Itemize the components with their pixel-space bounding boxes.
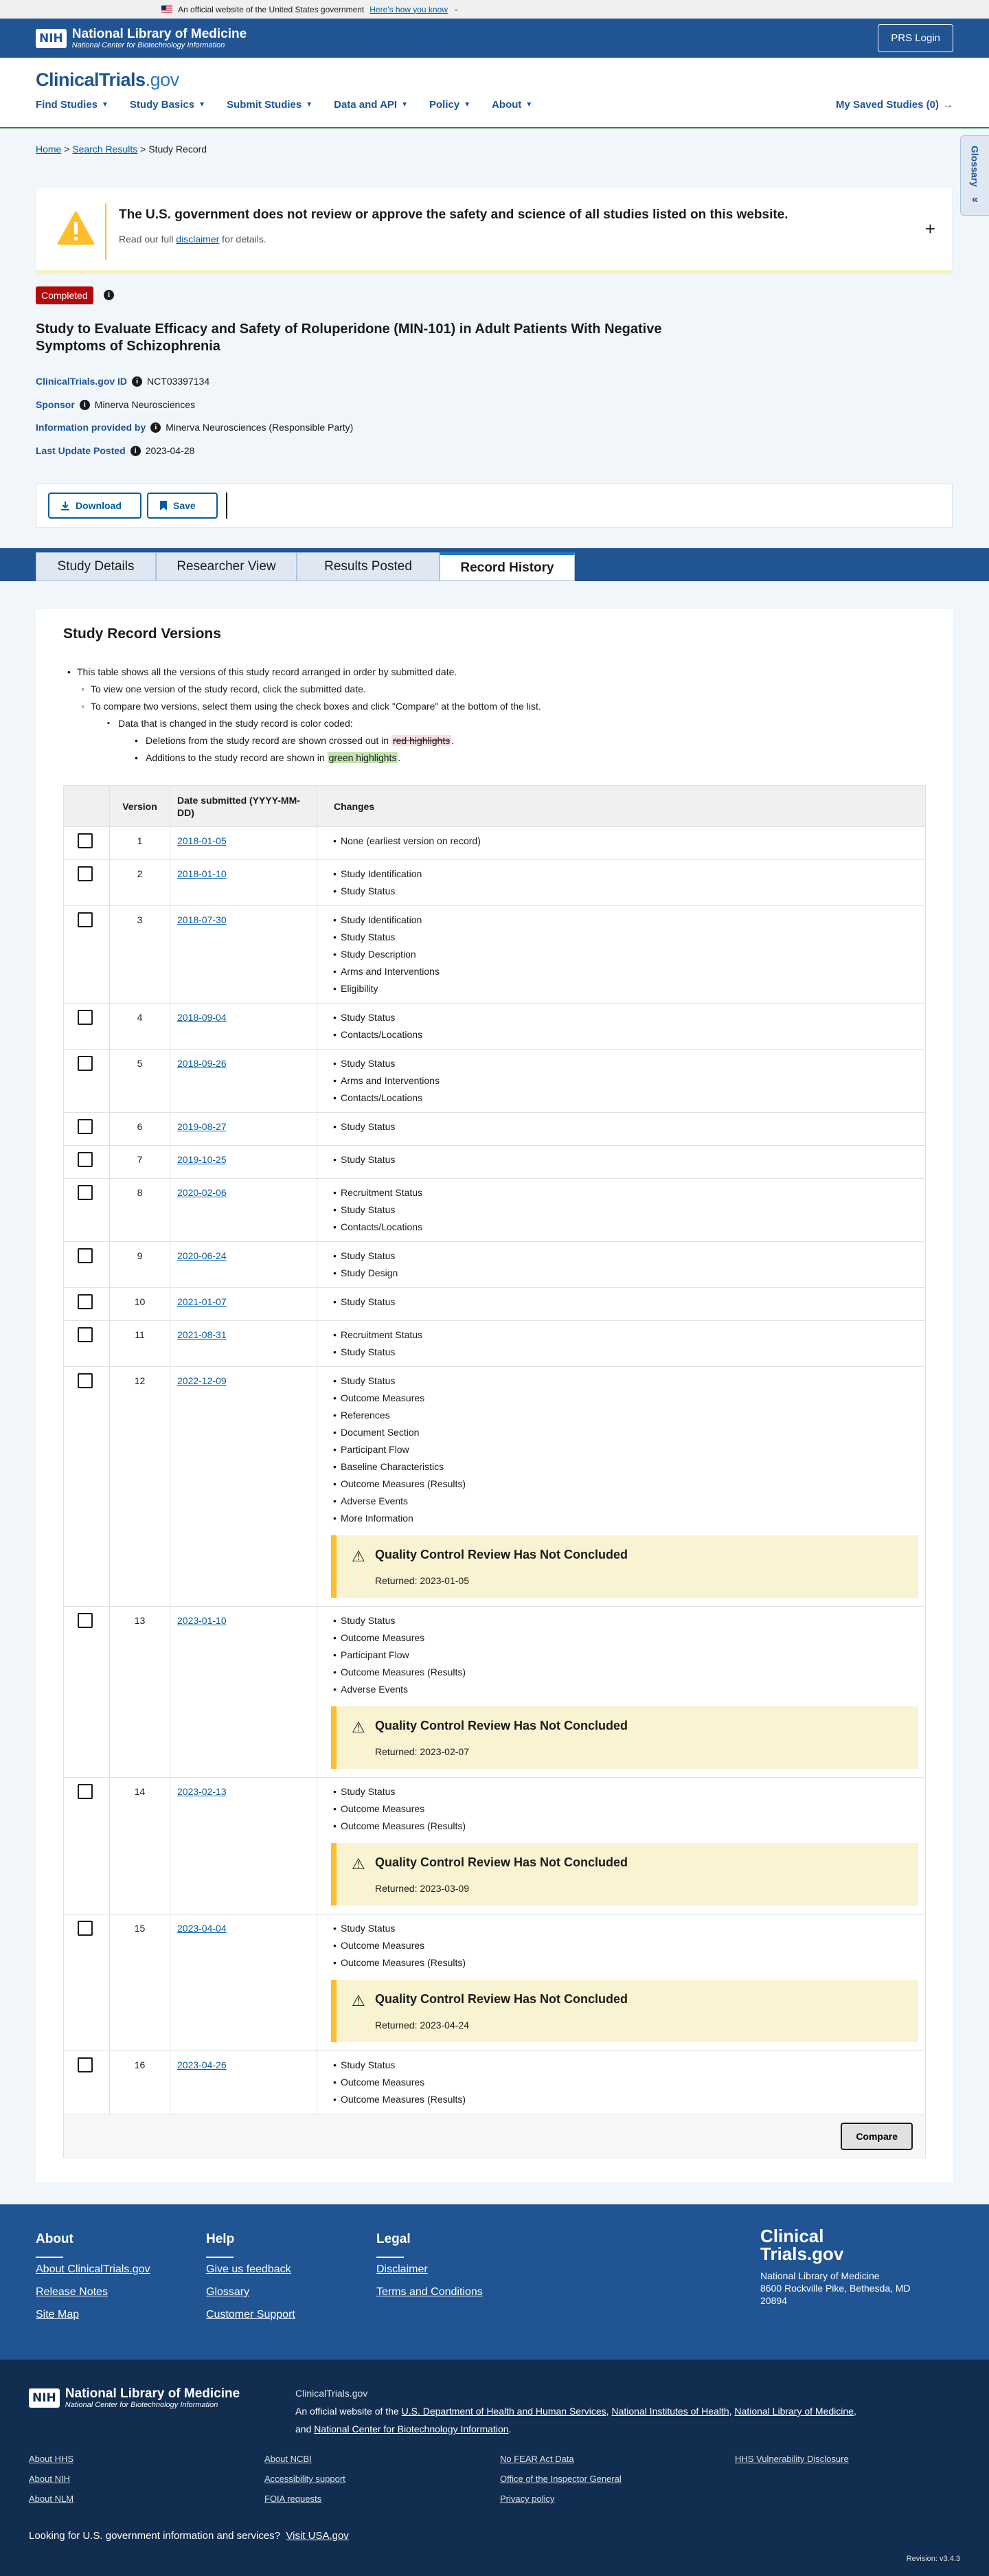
version-checkbox[interactable] <box>78 1010 93 1025</box>
version-number: 5 <box>110 1050 170 1113</box>
qc-returned: Returned: 2023-02-07 <box>375 1746 469 1757</box>
table-row <box>64 827 926 860</box>
footer-heading: Legal <box>376 2232 411 2246</box>
change-item: • Study Design <box>341 1265 918 1282</box>
version-changes <box>317 906 926 1004</box>
last-update-value: 2023-04-28 <box>145 445 195 456</box>
list-item: • This table shows all the versions of this study record arranged in order by submitted date. <box>63 664 541 681</box>
nlm-header <box>0 19 989 58</box>
version-changes <box>317 1050 926 1113</box>
study-id-label: ClinicalTrials.gov ID <box>36 376 128 387</box>
qc-returned: Returned: 2023-04-24 <box>375 2020 469 2031</box>
version-date-link[interactable]: 2018-09-26 <box>177 1058 227 1069</box>
version-changes <box>317 1321 926 1367</box>
provided-by-value: Minerva Neurosciences (Responsible Party) <box>166 422 354 433</box>
ncbi-link[interactable]: National Center for Biotechnology Information <box>314 2424 509 2434</box>
table-row <box>64 906 926 1004</box>
change-item: • Outcome Measures <box>341 1800 918 1818</box>
save-button[interactable]: Save <box>147 493 218 519</box>
bookmark-icon <box>159 501 168 510</box>
change-item: • Outcome Measures <box>341 1390 918 1407</box>
qc-review-alert <box>331 1535 918 1598</box>
change-item: • Baseline Characteristics <box>341 1458 918 1476</box>
version-checkbox[interactable] <box>78 1327 93 1342</box>
versions-table <box>63 785 926 2158</box>
official-website-text: ClinicalTrials.gov An official website of the U.S. Department of Health and Human Services, National Institutes of Health, National Library of Medicine, and National Center for Biotechnology Information. <box>295 2388 856 2434</box>
version-date-link[interactable]: 2023-04-04 <box>177 1923 227 1934</box>
chevron-down-icon: ▼ <box>306 101 313 109</box>
footer-links-col4 <box>735 2454 849 2474</box>
change-item: • Study Status <box>341 1151 918 1168</box>
table-row <box>64 1914 926 2051</box>
change-item: • Arms and Interventions <box>341 963 918 980</box>
version-changes <box>317 1242 926 1288</box>
footer-link[interactable]: Site Map <box>36 2309 80 2320</box>
version-date-link[interactable]: 2018-07-30 <box>177 914 227 925</box>
table-row <box>64 1321 926 1367</box>
qc-review-alert <box>331 1980 918 2042</box>
version-changes <box>317 1004 926 1050</box>
glossary-label: Glossary <box>969 146 981 187</box>
version-date-link[interactable]: 2018-01-05 <box>177 835 227 846</box>
version-date-link[interactable]: 2018-01-10 <box>177 868 227 879</box>
download-button[interactable]: Download <box>48 493 141 519</box>
change-item: • Outcome Measures (Results) <box>341 1476 918 1493</box>
change-item: • More Information <box>341 1510 918 1527</box>
disclaimer-link[interactable]: disclaimer <box>176 234 220 245</box>
version-checkbox[interactable] <box>78 1294 93 1309</box>
change-item: • Study Status <box>341 883 918 900</box>
version-date-link[interactable]: 2023-01-10 <box>177 1615 227 1626</box>
chevron-down-icon: ▼ <box>464 101 471 109</box>
version-checkbox[interactable] <box>78 1152 93 1167</box>
version-changes <box>317 1914 926 2051</box>
change-item: • Outcome Measures (Results) <box>341 1664 918 1681</box>
nlm-footer-logo[interactable]: NIH National Library of Medicine National Center for Biotechnology Information <box>29 2387 240 2409</box>
change-item: • Study Status <box>341 1293 918 1311</box>
change-item: • Contacts/Locations <box>341 1219 918 1236</box>
footer-links-col2 <box>264 2454 345 2513</box>
version-checkbox[interactable] <box>78 1119 93 1134</box>
revision-text: Revision: v3.4.3 <box>906 2555 960 2563</box>
breadcrumb-search-results[interactable]: Search Results <box>72 144 138 155</box>
change-item: • Study Status <box>341 2057 918 2074</box>
nlm-title: National Library of Medicine <box>71 26 247 41</box>
change-item: • Outcome Measures (Results) <box>341 2091 918 2108</box>
qc-returned: Returned: 2023-03-09 <box>375 1883 469 1894</box>
change-item: • Participant Flow <box>341 1441 918 1458</box>
change-item: • Recruitment Status <box>341 1184 918 1201</box>
download-icon <box>60 501 70 510</box>
change-item: • Study Status <box>341 1009 918 1026</box>
version-changes <box>317 2051 926 2114</box>
study-title: Study to Evaluate Efficacy and Safety of Roluperidone (MIN-101) in Adult Patients With Negative Symptoms of Schizophrenia <box>36 321 662 354</box>
breadcrumb: Home > Search Results > Study Record <box>36 144 207 155</box>
change-item: • Study Status <box>341 1201 918 1219</box>
footer-link[interactable]: Release Notes <box>36 2286 108 2298</box>
info-icon[interactable]: i <box>132 376 142 387</box>
alert-title: The U.S. government does not review or approve the safety and science of all studies listed on this website. <box>119 207 788 222</box>
how-you-know-link[interactable]: Here's how you know <box>370 4 448 14</box>
actions-bar <box>36 484 953 528</box>
version-changes <box>317 1113 926 1146</box>
qc-title: Quality Control Review Has Not Concluded <box>375 1855 628 1869</box>
provided-by-row <box>36 422 353 433</box>
site-footer <box>0 2204 989 2360</box>
nav-data-api[interactable]: Data and API ▼ <box>334 99 408 111</box>
version-checkbox[interactable] <box>78 1185 93 1200</box>
chevron-down-icon: ▼ <box>525 101 533 109</box>
version-date-link[interactable]: 2020-06-24 <box>177 1250 227 1261</box>
footer-link[interactable]: Privacy policy <box>500 2494 555 2504</box>
version-changes <box>317 1179 926 1242</box>
table-row <box>64 1778 926 1914</box>
clinicaltrials-logo[interactable]: ClinicalTrials.gov <box>36 69 179 90</box>
green-highlight-sample: green highlights <box>328 752 397 763</box>
tab-researcher-view[interactable]: Researcher View <box>156 552 297 581</box>
footer-link[interactable]: HHS Vulnerability Disclosure <box>735 2454 849 2464</box>
nav-submit-studies[interactable]: Submit Studies ▼ <box>227 99 313 111</box>
ncbi-subtitle: National Center for Biotechnology Information <box>71 41 225 49</box>
version-number: 12 <box>110 1367 170 1607</box>
change-item: • Study Status <box>341 929 918 946</box>
change-item: • Study Identification <box>341 912 918 929</box>
footer-about <box>36 2232 150 2321</box>
warning-icon: ⚠ <box>352 1719 365 1736</box>
change-item: • Arms and Interventions <box>341 1072 918 1089</box>
version-date-link[interactable]: 2019-10-25 <box>177 1154 227 1165</box>
change-item: • Adverse Events <box>341 1681 918 1698</box>
footer-link[interactable]: FOIA requests <box>264 2494 322 2504</box>
version-checkbox[interactable] <box>78 866 93 881</box>
list-item: • Deletions from the study record are shown crossed out in red highlights . <box>63 732 541 749</box>
list-item: • Additions to the study record are shown in green highlights . <box>63 749 541 767</box>
nih-logo-box: NIH <box>29 2388 60 2408</box>
footer-link[interactable]: Customer Support <box>206 2309 295 2320</box>
nih-link[interactable]: National Institutes of Health <box>611 2406 729 2417</box>
arrow-right-icon: → <box>943 99 953 111</box>
version-number: 11 <box>110 1321 170 1367</box>
nlm-link[interactable]: National Library of Medicine <box>734 2406 854 2417</box>
site-header <box>0 58 989 128</box>
nlm-footer <box>0 2360 989 2576</box>
version-changes <box>317 827 926 860</box>
change-item: • Study Status <box>341 1344 918 1361</box>
gov-banner-text: An official website of the United States government <box>178 4 365 14</box>
tab-record-history[interactable]: Record History <box>440 552 575 581</box>
version-date-link[interactable]: 2018-09-04 <box>177 1012 227 1023</box>
breadcrumb-home[interactable]: Home <box>36 144 62 155</box>
sponsor-row <box>36 399 195 410</box>
info-icon[interactable]: i <box>80 400 90 410</box>
footer-links-col1 <box>29 2454 73 2513</box>
change-item: • Outcome Measures (Results) <box>341 1818 918 1835</box>
red-highlight-sample: red highlights <box>392 735 451 746</box>
nlm-logo[interactable] <box>36 27 247 49</box>
version-date-link[interactable]: 2022-12-09 <box>177 1375 227 1386</box>
footer-link[interactable]: Give us feedback <box>206 2263 291 2275</box>
qc-returned: Returned: 2023-01-05 <box>375 1575 469 1586</box>
change-item: • Study Status <box>341 1612 918 1629</box>
version-checkbox[interactable] <box>78 1056 93 1071</box>
change-item: • Adverse Events <box>341 1493 918 1510</box>
footer-link[interactable]: About ClinicalTrials.gov <box>36 2263 150 2275</box>
versions-heading: Study Record Versions <box>63 626 221 642</box>
prs-login-button[interactable]: PRS Login <box>878 24 953 52</box>
version-changes <box>317 1367 926 1607</box>
info-icon[interactable]: i <box>150 422 161 433</box>
info-icon[interactable]: i <box>104 290 114 300</box>
footer-link[interactable]: Office of the Inspector General <box>500 2474 622 2484</box>
breadcrumb-current: Study Record <box>148 144 207 155</box>
change-item: • Outcome Measures <box>341 1629 918 1647</box>
footer-link[interactable]: About NCBI <box>264 2454 312 2464</box>
change-item: • Outcome Measures <box>341 1937 918 1954</box>
info-icon[interactable]: i <box>130 446 141 456</box>
qc-title: Quality Control Review Has Not Concluded <box>375 1992 628 2006</box>
record-history-card <box>36 609 953 2182</box>
footer-link[interactable]: Glossary <box>206 2286 250 2298</box>
list-item: ▪ Data that is changed in the study record is color coded: <box>63 715 541 732</box>
nav-policy[interactable]: Policy ▼ <box>429 99 471 111</box>
change-item: • Recruitment Status <box>341 1326 918 1344</box>
version-changes <box>317 860 926 906</box>
main-nav <box>36 99 953 111</box>
footer-link[interactable]: About NIH <box>29 2474 70 2484</box>
version-number: 14 <box>110 1778 170 1914</box>
version-checkbox[interactable] <box>78 1921 93 1936</box>
provided-by-label: Information provided by <box>36 422 146 433</box>
footer-link[interactable]: About HHS <box>29 2454 74 2464</box>
col-date: Date submitted (YYYY-MM-DD) <box>170 786 317 827</box>
tab-results-posted[interactable]: Results Posted <box>297 552 440 581</box>
chevron-down-icon: ▼ <box>198 101 206 109</box>
tab-bar <box>0 548 989 581</box>
change-item: • None (earliest version on record) <box>341 833 918 850</box>
table-row <box>64 1004 926 1050</box>
version-date-link[interactable]: 2023-04-26 <box>177 2059 227 2070</box>
version-number: 10 <box>110 1288 170 1321</box>
footer-links-col3 <box>500 2454 622 2513</box>
table-row <box>64 1288 926 1321</box>
change-item: • Study Status <box>341 1055 918 1072</box>
version-number: 15 <box>110 1914 170 2051</box>
qc-review-alert <box>331 1706 918 1769</box>
change-item: • Outcome Measures <box>341 2074 918 2091</box>
qc-title: Quality Control Review Has Not Concluded <box>375 1548 628 1561</box>
version-date-link[interactable]: 2020-02-06 <box>177 1187 227 1198</box>
sponsor-label: Sponsor <box>36 399 75 410</box>
version-changes <box>317 1607 926 1778</box>
version-number: 13 <box>110 1607 170 1778</box>
change-item: • Study Status <box>341 1118 918 1136</box>
change-item: • Study Status <box>341 1783 918 1800</box>
footer-logo[interactable]: Clinical Trials.gov <box>760 2226 844 2264</box>
change-item: • Study Status <box>341 1372 918 1390</box>
last-update-row <box>36 445 194 456</box>
glossary-tab[interactable] <box>960 135 989 216</box>
change-item: • Participant Flow <box>341 1647 918 1664</box>
warning-icon: ⚠ <box>352 1548 365 1565</box>
warning-icon: ⚠ <box>352 1992 365 2009</box>
version-changes <box>317 1146 926 1179</box>
table-row <box>64 2051 926 2114</box>
nav-saved-studies[interactable]: My Saved Studies (0) → <box>835 99 953 111</box>
version-changes <box>317 1778 926 1914</box>
footer-heading: Help <box>206 2232 235 2246</box>
change-item: • Study Status <box>341 1920 918 1937</box>
change-item: • Contacts/Locations <box>341 1089 918 1107</box>
qc-title: Quality Control Review Has Not Concluded <box>375 1719 628 1732</box>
nav-about[interactable]: About ▼ <box>492 99 533 111</box>
study-id-value: NCT03397134 <box>147 376 210 387</box>
version-number: 9 <box>110 1242 170 1288</box>
version-number: 1 <box>110 827 170 860</box>
table-row <box>64 1146 926 1179</box>
version-date-link[interactable]: 2021-08-31 <box>177 1329 227 1340</box>
table-row <box>64 1367 926 1607</box>
tab-study-details[interactable]: Study Details <box>36 552 156 581</box>
chevron-down-icon: ⌄ <box>453 5 459 13</box>
change-item: • Study Status <box>341 1247 918 1265</box>
status-badge: Completed <box>36 286 93 304</box>
qc-review-alert <box>331 1843 918 1906</box>
list-item: ◦ To compare two versions, select them using the check boxes and click "Compare" at the bottom of the list. <box>63 698 541 715</box>
table-row <box>64 1113 926 1146</box>
change-item: • Study Description <box>341 946 918 963</box>
version-checkbox[interactable] <box>78 2057 93 2072</box>
study-id-row <box>36 376 209 387</box>
version-number: 16 <box>110 2051 170 2114</box>
list-item: ◦ To view one version of the study record, click the submitted date. <box>63 681 541 698</box>
disclaimer-alert <box>36 188 953 274</box>
double-chevron-left-icon: « <box>972 193 978 205</box>
change-item: • Eligibility <box>341 980 918 997</box>
us-flag-icon <box>161 5 172 13</box>
gov-banner <box>0 0 989 19</box>
alert-subtext: Read our full disclaimer for details. <box>119 234 266 245</box>
change-item: • Document Section <box>341 1424 918 1441</box>
version-date-link[interactable]: 2021-01-07 <box>177 1296 227 1307</box>
change-item: • References <box>341 1407 918 1424</box>
footer-link[interactable]: Accessibility support <box>264 2474 345 2484</box>
warning-icon <box>57 211 95 245</box>
change-item: • Outcome Measures (Results) <box>341 1954 918 1971</box>
footer-heading: About <box>36 2232 73 2246</box>
footer-link[interactable]: About NLM <box>29 2494 74 2504</box>
version-number: 6 <box>110 1113 170 1146</box>
hhs-link[interactable]: U.S. Department of Health and Human Services <box>401 2406 606 2417</box>
nav-find-studies[interactable]: Find Studies ▼ <box>36 99 109 111</box>
footer-legal <box>376 2232 483 2298</box>
version-date-link[interactable]: 2023-02-13 <box>177 1786 227 1797</box>
usa-gov-line: Looking for U.S. government information and services? Visit USA.gov <box>29 2530 349 2542</box>
table-row <box>64 1242 926 1288</box>
chevron-down-icon: ▼ <box>102 101 109 109</box>
sponsor-value: Minerva Neurosciences <box>94 399 196 410</box>
table-row <box>64 860 926 906</box>
warning-icon: ⚠ <box>352 1855 365 1873</box>
footer-address: National Library of Medicine 8600 Rockville Pike, Bethesda, MD 20894 <box>760 2270 911 2306</box>
table-row <box>64 1050 926 1113</box>
nih-logo-box: NIH <box>36 29 67 48</box>
version-number: 4 <box>110 1004 170 1050</box>
compare-button[interactable]: Compare <box>841 2123 913 2150</box>
expand-plus-icon[interactable]: + <box>924 218 935 239</box>
instructions-list <box>63 664 541 767</box>
usa-gov-link[interactable]: Visit USA.gov <box>286 2530 349 2542</box>
version-checkbox[interactable] <box>78 1248 93 1263</box>
version-number: 3 <box>110 906 170 1004</box>
col-version: Version <box>110 786 170 827</box>
change-item: • Study Identification <box>341 866 918 883</box>
version-number: 7 <box>110 1146 170 1179</box>
col-changes: Changes <box>317 786 926 827</box>
version-number: 2 <box>110 860 170 906</box>
change-item: • Contacts/Locations <box>341 1026 918 1043</box>
footer-link[interactable]: Disclaimer <box>376 2263 428 2275</box>
version-changes <box>317 1288 926 1321</box>
nav-study-basics[interactable]: Study Basics ▼ <box>129 99 206 111</box>
chevron-down-icon: ▼ <box>401 101 408 109</box>
table-row <box>64 1179 926 1242</box>
footer-link[interactable]: Terms and Conditions <box>376 2286 483 2298</box>
footer-help <box>206 2232 295 2321</box>
version-checkbox[interactable] <box>78 833 93 848</box>
version-checkbox[interactable] <box>78 1613 93 1628</box>
version-checkbox[interactable] <box>78 912 93 927</box>
version-checkbox[interactable] <box>78 1373 93 1388</box>
version-number: 8 <box>110 1179 170 1242</box>
version-date-link[interactable]: 2019-08-27 <box>177 1121 227 1132</box>
table-row <box>64 1607 926 1778</box>
last-update-label: Last Update Posted <box>36 445 126 456</box>
footer-link[interactable]: No FEAR Act Data <box>500 2454 574 2464</box>
version-checkbox[interactable] <box>78 1784 93 1799</box>
